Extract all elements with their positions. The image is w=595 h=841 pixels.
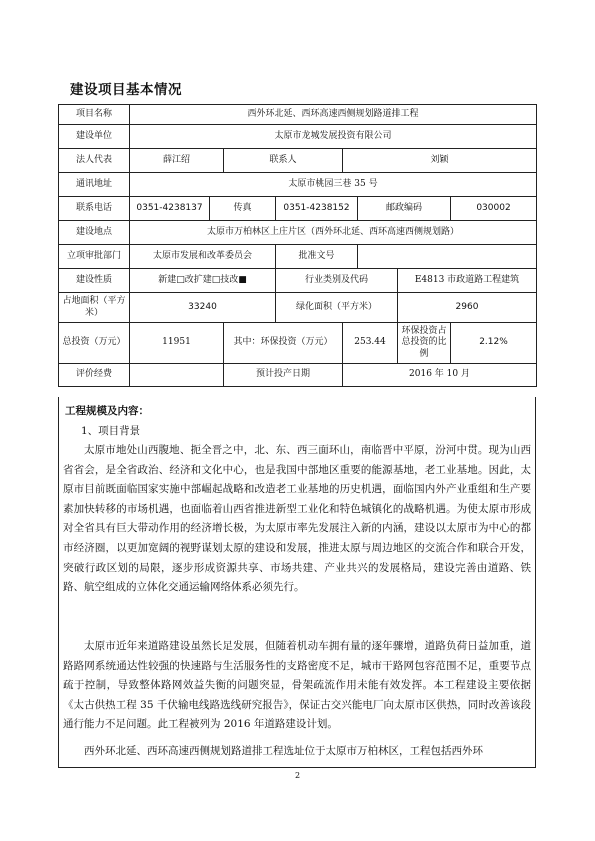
green-area-value: 2960 — [398, 293, 537, 323]
body-paragraph: 太原市近年来道路建设虽然长足发展，但随着机动车拥有量的逐年骤增，道路负荷日益加重，道路路网系统通达性较强的快速路与生活服务性的支路密度不足，城市干路网包容范围不足，重要节点疏于控制，导致整体路网效益失衡的问题突显，骨架疏流作用未能有效发挥。本工程建设主要依据《太古供热工程 35 千伏输电线路选线研究报告》，保证古交兴能电厂向太原市区供热，同时改善该段通行能力不足问题。此工程被列为 2016 年道路建设计划。 — [63, 640, 531, 731]
industry-label: 行业类别及代码 — [276, 269, 398, 293]
review-fee-label: 评价经费 — [59, 364, 130, 387]
phone-value: 0351-4238137 — [130, 197, 210, 221]
industry-value: E4813 市政道路工程建筑 — [398, 269, 537, 293]
table-row — [59, 293, 537, 323]
legal-rep-value: 薛江绍 — [130, 149, 224, 173]
start-date-value: 2016 年 10 月 — [343, 364, 537, 387]
env-ratio-value: 2.12% — [451, 323, 537, 364]
page-title: 建设项目基本情况 — [70, 82, 182, 98]
green-area-label: 绿化面积（平方米） — [276, 293, 398, 323]
postcode-value: 030002 — [451, 197, 537, 221]
approval-dept-label: 立项审批部门 — [59, 245, 130, 269]
contact-value: 刘颖 — [343, 149, 537, 173]
env-investment-value: 253.44 — [343, 323, 398, 364]
table-row — [59, 197, 537, 221]
investment-label: 总投资（万元） — [59, 323, 130, 364]
table-row — [59, 149, 537, 173]
project-info-table — [58, 104, 537, 387]
bottom-rule — [58, 767, 536, 768]
project-content-box — [58, 397, 536, 767]
address-label: 通讯地址 — [59, 173, 130, 197]
location-label: 建设地点 — [59, 221, 130, 245]
table-row — [59, 221, 537, 245]
table-row — [59, 245, 537, 269]
table-row — [59, 323, 537, 364]
project-name-value: 西外环北延、西环高速西侧规划路道排工程 — [130, 105, 537, 125]
builder-label: 建设单位 — [59, 125, 130, 149]
table-row — [59, 364, 537, 387]
phone-label: 联系电话 — [59, 197, 130, 221]
start-date-label: 预计投产日期 — [224, 364, 343, 387]
address-value: 太原市桃园三巷 35 号 — [130, 173, 537, 197]
builder-value: 太原市龙城发展投资有限公司 — [130, 125, 537, 149]
section-title: 工程规模及内容： — [65, 405, 149, 417]
land-area-value: 33240 — [130, 293, 276, 323]
fax-label: 传真 — [210, 197, 276, 221]
body-paragraph: 西外环北延、西环高速西侧规划路道排工程选址位于太原市万柏林区，工程包括西外环 — [84, 745, 483, 757]
investment-value: 11951 — [130, 323, 224, 364]
location-value: 太原市万柏林区上庄片区（西外环北延、西环高速西侧规划路） — [130, 221, 537, 245]
env-investment-label: 其中：环保投资（万元） — [224, 323, 343, 364]
nature-value: 新建□改扩建□技改■ — [130, 269, 276, 293]
fax-value: 0351-4238152 — [276, 197, 358, 221]
nature-label: 建设性质 — [59, 269, 130, 293]
env-ratio-label: 环保投资占总投资的比例 — [398, 323, 451, 364]
approval-no-label: 批准文号 — [276, 245, 358, 269]
review-fee-value — [130, 364, 224, 387]
table-row — [59, 105, 537, 125]
approval-dept-value: 太原市发展和改革委员会 — [130, 245, 276, 269]
subsection-title: 1、项目背景 — [81, 425, 141, 437]
table-row — [59, 173, 537, 197]
body-paragraph: 太原市地处山西腹地、扼全晋之中，北、东、西三面环山，南临晋中平原，汾河中贯。现为山西省省会，是全省政治、经济和文化中心，也是我国中部地区重要的能源基地，老工业基地。因此，太原市目前既面临国家实施中部崛起战略和改造老工业基地的历史机遇，面临国内外产业重组和生产要素加快转移的市场机遇，也面临着山西省推进新型工业化和特色城镇化的战略机遇。为使太原市形成对全省具有巨大带动作用的经济增长极，为太原市率先发展注入新的内涵，建设以太原市为中心的都市经济圈，以更加宽阔的视野谋划太原的建设和发展，推进太原与周边地区的交流合作和联合开发，突破行政区划的局限，逐步形成资源共享、市场共建、产业共兴的发展格局，建设完善由道路、铁路、航空组成的立体化交通运输网络体系必须先行。 — [63, 444, 531, 594]
contact-label: 联系人 — [224, 149, 343, 173]
legal-rep-label: 法人代表 — [59, 149, 130, 173]
approval-no-value — [358, 245, 537, 269]
land-area-label: 占地面积（平方米） — [59, 293, 130, 323]
table-row — [59, 125, 537, 149]
postcode-label: 邮政编码 — [358, 197, 451, 221]
table-row — [59, 269, 537, 293]
page-number: 2 — [294, 771, 301, 780]
project-name-label: 项目名称 — [59, 105, 130, 125]
